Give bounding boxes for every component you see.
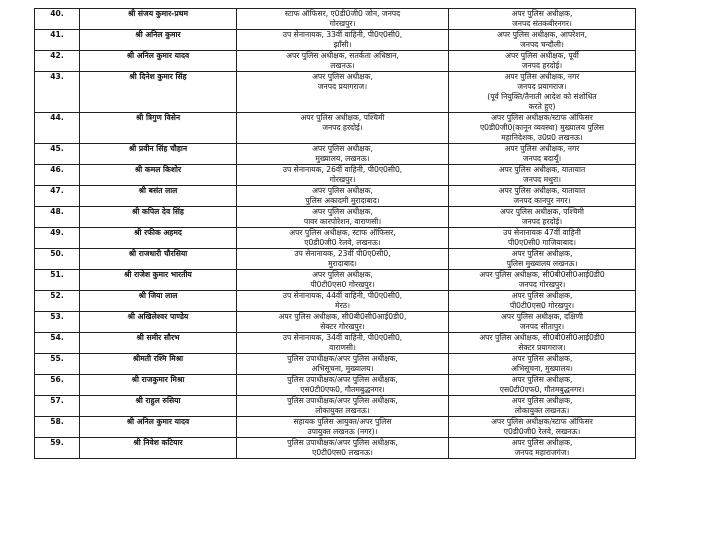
new-posting-line: अपर पुलिस अधीक्षक, (511, 291, 573, 300)
new-posting (449, 354, 636, 375)
serial-number: 57. (35, 396, 80, 417)
new-posting-line: अपर पुलिस अधीक्षक, (511, 438, 573, 447)
new-posting (449, 30, 636, 51)
officer-name: श्री राजधारी चौरसिया (80, 249, 237, 270)
new-posting-line: अपर पुलिस अधीक्षक, आपरेशन, (496, 30, 588, 39)
table-row (35, 144, 636, 165)
current-posting (237, 291, 449, 312)
new-posting-line: अपर पुलिस अधीक्षक, (511, 249, 573, 258)
new-posting-line: अभिसूचना, मुख्यालय। (511, 364, 573, 373)
serial-number: 49. (35, 228, 80, 249)
current-posting (237, 228, 449, 249)
table-row (35, 333, 636, 354)
new-posting-line: अपर पुलिस अधीक्षक, (511, 396, 573, 405)
current-posting (237, 396, 449, 417)
table-row (35, 270, 636, 291)
current-posting (237, 113, 449, 144)
new-posting-line: पी0ए0सी0 गाजियाबाद। (508, 238, 576, 247)
transfer-table (34, 8, 636, 459)
new-posting-line: जनपद प्रयागराज। (517, 82, 567, 91)
serial-number: 55. (35, 354, 80, 375)
new-posting-line: अपर पुलिस अधीक्षक, दक्षिणी (500, 312, 584, 321)
new-posting-line: अपर पुलिस अधीक्षक/स्टाफ ऑफिसर (491, 417, 593, 426)
table-row (35, 228, 636, 249)
officer-name: श्री रफीक अहमद (80, 228, 237, 249)
new-posting-line: अपर पुलिस अधीक्षक, सी0बी0सी0आई0डी0 (479, 270, 605, 279)
current-posting-line: सहायक पुलिस आयुक्त/अपर पुलिस (293, 417, 392, 426)
officer-name: श्री कमल किशोर (80, 165, 237, 186)
table-row (35, 207, 636, 228)
current-posting-line: ए0डी0जी0 रेलवे, लखनऊ। (304, 238, 381, 247)
new-posting-line: जनपद हरदोई। (521, 61, 563, 70)
current-posting-line: अपर पुलिस अधीक्षक, सतर्कता अधिष्ठान, (286, 51, 399, 60)
serial-number: 54. (35, 333, 80, 354)
new-posting (449, 312, 636, 333)
current-posting (237, 30, 449, 51)
new-posting-line: अपर पुलिस अधीक्षक, (511, 375, 573, 384)
transfer-table-body (35, 9, 636, 459)
officer-name: श्री राजकुमार मिश्रा (80, 375, 237, 396)
new-posting (449, 51, 636, 72)
new-posting-line: अपर पुलिस अधीक्षक, नगर (504, 72, 580, 81)
officer-name: श्री अनिल कुमार यादव (80, 51, 237, 72)
table-row (35, 375, 636, 396)
new-posting (449, 375, 636, 396)
table-row (35, 165, 636, 186)
current-posting-line: गोरखपुर। (329, 175, 356, 184)
new-posting-line: अपर पुलिस अधीक्षक, नगर (504, 144, 580, 153)
officer-name: श्री अखिलेश्वर पाण्डेय (80, 312, 237, 333)
table-row (35, 417, 636, 438)
new-posting-line: (पूर्व नियुक्ति/तैनाती आदेश को संशोधित (487, 92, 597, 101)
officer-name: श्री अनिल कुमार यादव (80, 417, 237, 438)
current-posting (237, 312, 449, 333)
new-posting (449, 228, 636, 249)
current-posting-line: पी0टी0एस0 गोरखपुर। (310, 280, 375, 289)
new-posting (449, 72, 636, 113)
serial-number: 47. (35, 186, 80, 207)
new-posting-line: जनपद कानपुर नगर। (513, 196, 571, 205)
new-posting (449, 9, 636, 30)
officer-name: श्री बसंत लाल (80, 186, 237, 207)
current-posting-line: लोकायुक्त लखनऊ। (315, 406, 370, 415)
table-row (35, 51, 636, 72)
current-posting-line: पुलिस अकादमी मुरादाबाद। (305, 196, 380, 205)
current-posting-line: अपर पुलिस अधीक्षक, (312, 207, 373, 216)
current-posting-line: अपर पुलिस अधीक्षक, पश्चिमी (300, 113, 385, 122)
table-row (35, 291, 636, 312)
new-posting-line: ए0डी0जी0 रेलवे, लखनऊ। (503, 427, 581, 436)
current-posting (237, 165, 449, 186)
new-posting-line: जनपद हरदोई। (521, 217, 563, 226)
officer-name: श्री संजय कुमार-प्रथम (80, 9, 237, 30)
current-posting (237, 375, 449, 396)
new-posting-line: अपर पुलिस अधीक्षक, पूर्वी (505, 51, 579, 60)
officer-name: श्री निवेश कटियार (80, 438, 237, 459)
current-posting-line: जनपद हरदोई। (322, 123, 363, 132)
current-posting-line: मुख्यालय, लखनऊ। (315, 154, 370, 163)
current-posting-line: जनपद प्रयागराज। (317, 82, 368, 91)
current-posting (237, 249, 449, 270)
new-posting-line: अपर पुलिस अधीक्षक, (511, 354, 573, 363)
current-posting (237, 144, 449, 165)
current-posting (237, 354, 449, 375)
current-posting (237, 333, 449, 354)
table-row (35, 312, 636, 333)
officer-name: श्री राजेश कुमार भारतीय (80, 270, 237, 291)
current-posting-line: अपर पुलिस अधीक्षक, सी0बी0सी0आई0डी0, (278, 312, 407, 321)
current-posting-line: झाँसी। (333, 40, 352, 49)
current-posting-line: उप सेनानायक, 23वीं पी0ए0सी0, (294, 249, 391, 258)
current-posting-line: अपर पुलिस अधीक्षक, (312, 144, 373, 153)
serial-number: 46. (35, 165, 80, 186)
officer-name: श्री प्रवीन सिंह चौहान (80, 144, 237, 165)
table-row (35, 72, 636, 113)
serial-number: 44. (35, 113, 80, 144)
new-posting-line: अपर पुलिस अधीक्षक/स्टाफ ऑफिसर (491, 113, 593, 122)
table-row (35, 249, 636, 270)
table-row (35, 186, 636, 207)
new-posting (449, 207, 636, 228)
current-posting-line: ए0टी0एस0 लखनऊ। (312, 448, 373, 457)
current-posting-line: उप सेनानायक, 44वीं वाहिनी, पी0ए0सी0, (282, 291, 403, 300)
new-posting-line: ए0डी0जी0(कानून व्यवस्था) मुख्यालय पुलिस (479, 123, 605, 132)
new-posting-line: अपर पुलिस अधीक्षक, (511, 9, 573, 18)
serial-number: 45. (35, 144, 80, 165)
table-row (35, 113, 636, 144)
officer-name: श्री कपिल देव सिंह (80, 207, 237, 228)
new-posting-line: अपर पुलिस अधीक्षक, सी0बी0सी0आई0डी0 (479, 333, 605, 342)
serial-number: 40. (35, 9, 80, 30)
new-posting-line: जनपद मथुरा। (523, 175, 561, 184)
serial-number: 43. (35, 72, 80, 113)
new-posting-line: जनपद बदायूँ। (522, 154, 562, 163)
new-posting (449, 144, 636, 165)
current-posting (237, 270, 449, 291)
current-posting-line: पावर कारपोरेशन, वाराणसी। (303, 217, 382, 226)
current-posting-line: पुलिस उपाधीक्षक/अपर पुलिस अधीक्षक, (287, 396, 398, 405)
current-posting-line: उप सेनानायक, 26वीं वाहिनी, पी0ए0सी0, (282, 165, 403, 174)
current-posting (237, 51, 449, 72)
new-posting (449, 165, 636, 186)
new-posting-line: लोकायुक्त लखनऊ। (514, 406, 570, 415)
new-posting (449, 113, 636, 144)
current-posting (237, 207, 449, 228)
new-posting-line: अपर पुलिस अधीक्षक, यातायात (498, 165, 586, 174)
new-posting (449, 396, 636, 417)
officer-name: श्री राहुल रुसिया (80, 396, 237, 417)
new-posting (449, 438, 636, 459)
current-posting (237, 72, 449, 113)
officer-name: श्री अनिल कुमार (80, 30, 237, 51)
new-posting-line: जनपद चन्दौली। (520, 40, 564, 49)
table-row (35, 396, 636, 417)
new-posting-line: जनपद सीतापुर। (519, 322, 565, 331)
current-posting-line: पुलिस उपाधीक्षक/अपर पुलिस अधीक्षक, (287, 375, 398, 384)
new-posting-line: अपर पुलिस अधीक्षक, पश्चिमी (500, 207, 584, 216)
transfer-list-page (34, 8, 636, 459)
new-posting (449, 186, 636, 207)
table-row (35, 9, 636, 30)
current-posting-line: स्टाफ ऑफिसर, ए0डी0जी0 जोन, जनपद (284, 9, 401, 18)
current-posting-line: लखनऊ। (330, 61, 355, 70)
table-row (35, 30, 636, 51)
current-posting (237, 417, 449, 438)
serial-number: 53. (35, 312, 80, 333)
new-posting-line: जनपद गोरखपुर। (518, 280, 566, 289)
new-posting-line: जनपद संतकबीरनगर। (512, 19, 572, 28)
new-posting-line: जनपद महाराजगंज। (514, 448, 570, 457)
officer-name: श्री त्रिगुण विसेन (80, 113, 237, 144)
new-posting-line: पी0टी0एस0 गोरखपुर। (509, 301, 575, 310)
current-posting-line: पुलिस उपाधीक्षक/अपर पुलिस अधीक्षक, (287, 354, 398, 363)
current-posting-line: अभिसूचना, मुख्यालय। (311, 364, 374, 373)
current-posting-line: पुलिस उपाधीक्षक/अपर पुलिस अधीक्षक, (287, 438, 398, 447)
serial-number: 58. (35, 417, 80, 438)
officer-name: श्री समीर सौरभ (80, 333, 237, 354)
new-posting (449, 270, 636, 291)
current-posting (237, 438, 449, 459)
current-posting-line: मेरठ। (335, 301, 350, 310)
current-posting-line: उप सेनानायक, 34वीं वाहिनी, पी0ए0सी0, (282, 333, 403, 342)
current-posting-line: एस0टी0एफ0, गौतमबुद्धनगर। (300, 385, 385, 394)
new-posting-line: करते हुए) (528, 102, 556, 111)
officer-name: श्री दिनेश कुमार सिंह (80, 72, 237, 113)
serial-number: 51. (35, 270, 80, 291)
current-posting-line: उप सेनानायक, 33वीं वाहिनी, पी0ए0सी0, (282, 30, 403, 39)
new-posting (449, 417, 636, 438)
new-posting-line: एस0टी0एफ0, गौतमबुद्धनगर। (499, 385, 585, 394)
serial-number: 56. (35, 375, 80, 396)
current-posting-line: मुरादाबाद। (328, 259, 357, 268)
current-posting (237, 9, 449, 30)
current-posting-line: अपर पुलिस अधीक्षक, (312, 186, 373, 195)
current-posting-line: उपायुक्त लखनऊ (नगर)। (307, 427, 378, 436)
current-posting (237, 186, 449, 207)
current-posting-line: सेक्टर गोरखपुर। (320, 322, 365, 331)
serial-number: 50. (35, 249, 80, 270)
new-posting-line: महानिदेशक, उ0प्र0 लखनऊ। (501, 133, 583, 142)
serial-number: 41. (35, 30, 80, 51)
new-posting (449, 249, 636, 270)
serial-number: 52. (35, 291, 80, 312)
new-posting-line: सेक्टर प्रयागराज। (518, 343, 566, 352)
table-row (35, 438, 636, 459)
table-row (35, 354, 636, 375)
new-posting-line: उप सेनानायक 47वीं वाहिनी (503, 228, 581, 237)
new-posting (449, 291, 636, 312)
serial-number: 59. (35, 438, 80, 459)
serial-number: 48. (35, 207, 80, 228)
current-posting-line: अपर पुलिस अधीक्षक, (312, 270, 373, 279)
current-posting-line: वाराणसी। (329, 343, 356, 352)
officer-name: श्री जिया लाल (80, 291, 237, 312)
officer-name: श्रीमती रश्मि मिश्रा (80, 354, 237, 375)
current-posting-line: गोरखपुर। (329, 19, 356, 28)
new-posting-line: पुलिस मुख्यालय लखनऊ। (506, 259, 578, 268)
new-posting (449, 333, 636, 354)
current-posting-line: अपर पुलिस अधीक्षक, स्टाफ ऑफिसर, (289, 228, 396, 237)
serial-number: 42. (35, 51, 80, 72)
current-posting-line: अपर पुलिस अधीक्षक, (312, 72, 373, 81)
new-posting-line: अपर पुलिस अधीक्षक, यातायात (498, 186, 586, 195)
